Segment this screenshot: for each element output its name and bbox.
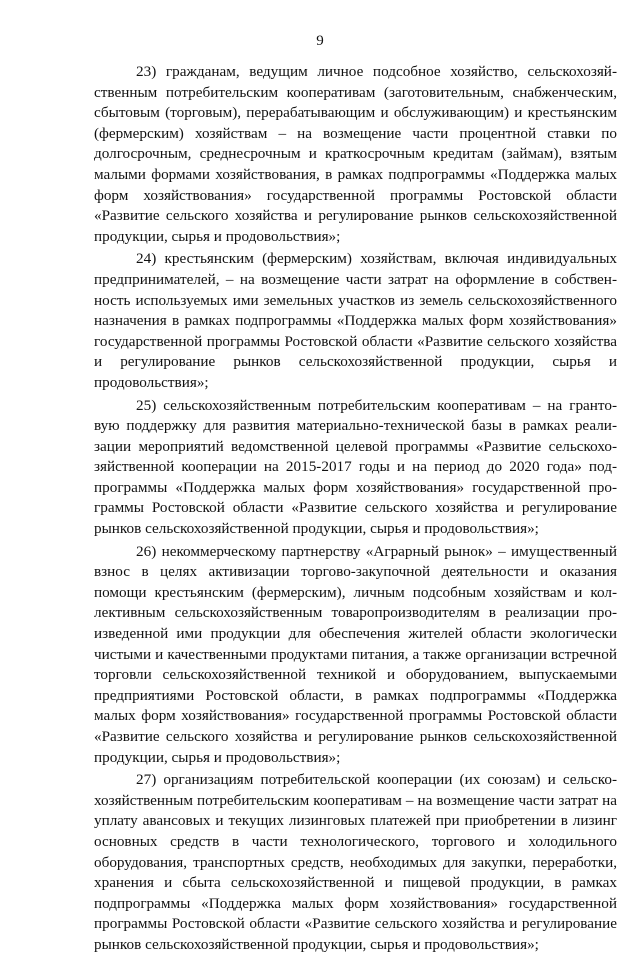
list-item-25: 25) сельскохозяйственным потребительским кооперативам – на грантовую поддержку для развития материально-технической базы в рамках реализации мероприятий ведомственной целевой программы «Развитие сельскохозяйственной кооперации на 2015-2017 годы и на период до 2020 года» подпрограммы «Поддержка малых форм хозяйствования» государственной программы Ростовской области «Развитие сельского хозяйства и регулирование рынков сельскохозяйственной продукции, сырья и продовольствия»;	[94, 396, 617, 538]
list-item-26: 26) некоммерческому партнерству «Аграрный рынок» – имущественный взнос в целях активизации торгово-закупочной деятельности и оказания помощи крестьянским (фермерским), личным подсобным хозяйствам и коллективным сельскохозяйственным товаропроизводителям в реализации произведенной ими продукции для обеспечения жителей области экологически чистыми и качественными продуктами питания, а также организации встречной торговли сельскохозяйственной техникой и оборудованием, выпускаемыми предприятиями Ростовской области, в рамках подпрограммы «Поддержка малых форм хозяйствования» государственной программы Ростовской области «Развитие сельского хозяйства и регулирование рынков сельскохозяйственной продукции, сырья и продовольствия»;	[94, 542, 617, 766]
page-number: 9	[316, 33, 324, 49]
document-body	[94, 62, 617, 956]
list-item-24: 24) крестьянским (фермерским) хозяйствам, включая индивидуальных предпринимателей, – на возмещение части затрат на оформление в собственность используемых ими земельных участков из земель сельскохозяйственного назначения в рамках подпрограммы «Поддержка малых форм хозяйствования» государственной программы Ростовской области «Развитие сельского хозяйства и регулирование рынков сельскохозяйственной продукции, сырья и продовольствия»;	[94, 250, 617, 391]
list-item-23: 23) гражданам, ведущим личное подсобное хозяйство, сельскохозяйственным потребительским кооперативам (заготовительным, снабженческим, сбытовым (торговым), перерабатывающим и обслуживающим) и крестьянским (фермерским) хозяйствам – на возмещение части процентной ставки по долгосрочным, среднесрочным и краткосрочным кредитам (займам), взятым малыми формами хозяйствования, в рамках подпрограммы «Поддержка малых форм хозяйствования» государственной программы Ростовской области «Развитие сельского хозяйства и регулирование рынков сельскохозяйственной продукции, сырья и продовольствия»;	[94, 63, 617, 245]
list-item-27: 27) организациям потребительской кооперации (их союзам) и сельскохозяйственным потребительским кооперативам – на возмещение части затрат на уплату авансовых и текущих лизинговых платежей при приобретении в лизинг основных средств в части технологического, торгового и холодильного оборудования, транспортных средств, необходимых для закупки, переработки, хранения и сбыта сельскохозяйственной и пищевой продукции, в рамках подпрограммы «Поддержка малых форм хозяйствования» государственной программы Ростовской области «Развитие сельского хозяйства и регулирование рынков сельскохозяйственной продукции, сырья и продовольствия»;	[94, 771, 617, 953]
